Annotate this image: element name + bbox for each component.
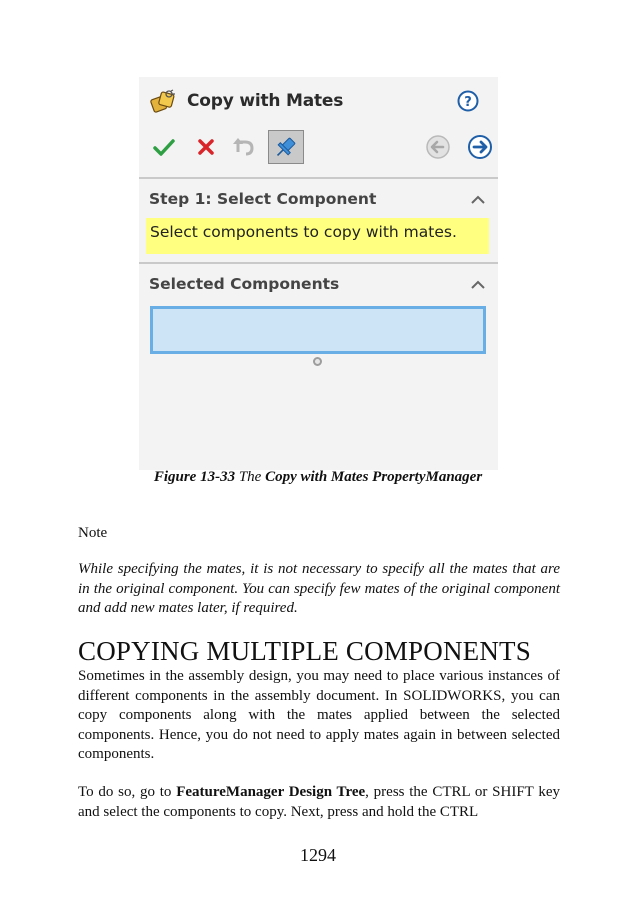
pm-title: Copy with Mates: [187, 91, 344, 111]
pushpin-button[interactable]: [268, 130, 304, 164]
divider: [139, 262, 498, 264]
pm-toolbar: [147, 130, 492, 166]
section-paragraph-1: Sometimes in the assembly design, you may need to place various instances of different components in the assembly document. In SOLIDWORKS, you can copy components along with the mates applied between the selected components. Hence, you do not need to apply mates again in between selected components.: [78, 668, 560, 763]
featuremanager-design-tree-term: FeatureManager Design Tree: [176, 784, 366, 800]
help-icon[interactable]: [457, 90, 479, 112]
caption-title: Copy with Mates PropertyManager: [265, 469, 483, 485]
paragraph-2-rest: , press the CTRL or SHIFT key and select the components to copy. Next, press and hold the CTRL: [78, 784, 560, 820]
selected-components-header[interactable]: Selected Components: [149, 275, 340, 293]
note-label: Note: [78, 525, 108, 541]
pushpin-icon: [269, 131, 303, 163]
step1-message: Select components to copy with mates.: [146, 218, 489, 254]
note-text: While specifying the mates, it is not necessary to specify all the mates that are in the original component. You can specify few mates of the original component and add new mates later, if required.: [78, 561, 560, 617]
undo-icon[interactable]: [229, 130, 259, 164]
pm-title-row: [149, 89, 489, 115]
copy-with-mates-logo-icon: [149, 89, 177, 115]
next-arrow-icon[interactable]: [465, 130, 495, 164]
figure-number: Figure 13-33: [153, 469, 236, 485]
figure-caption: [0, 469, 636, 486]
selected-components-list[interactable]: [150, 306, 486, 354]
ok-checkmark-icon[interactable]: [149, 130, 179, 164]
step1-section-header[interactable]: Step 1: Select Component: [149, 190, 377, 208]
divider: [139, 177, 498, 179]
section-heading: COPYING MULTIPLE COMPONENTS: [78, 636, 531, 666]
page-number: 1294: [300, 845, 336, 865]
section-paragraph-2: [78, 783, 560, 822]
resize-grip-handle[interactable]: [313, 357, 322, 366]
back-arrow-icon[interactable]: [423, 130, 453, 164]
collapse-caret-icon[interactable]: [470, 280, 486, 290]
caption-the: The: [238, 469, 262, 485]
svg-text:?: ?: [464, 95, 472, 110]
cancel-cross-icon[interactable]: [191, 130, 221, 164]
collapse-caret-icon[interactable]: [470, 195, 486, 205]
paragraph-2-start: To do so, go to: [78, 784, 177, 800]
copy-with-mates-property-manager: [139, 77, 498, 470]
